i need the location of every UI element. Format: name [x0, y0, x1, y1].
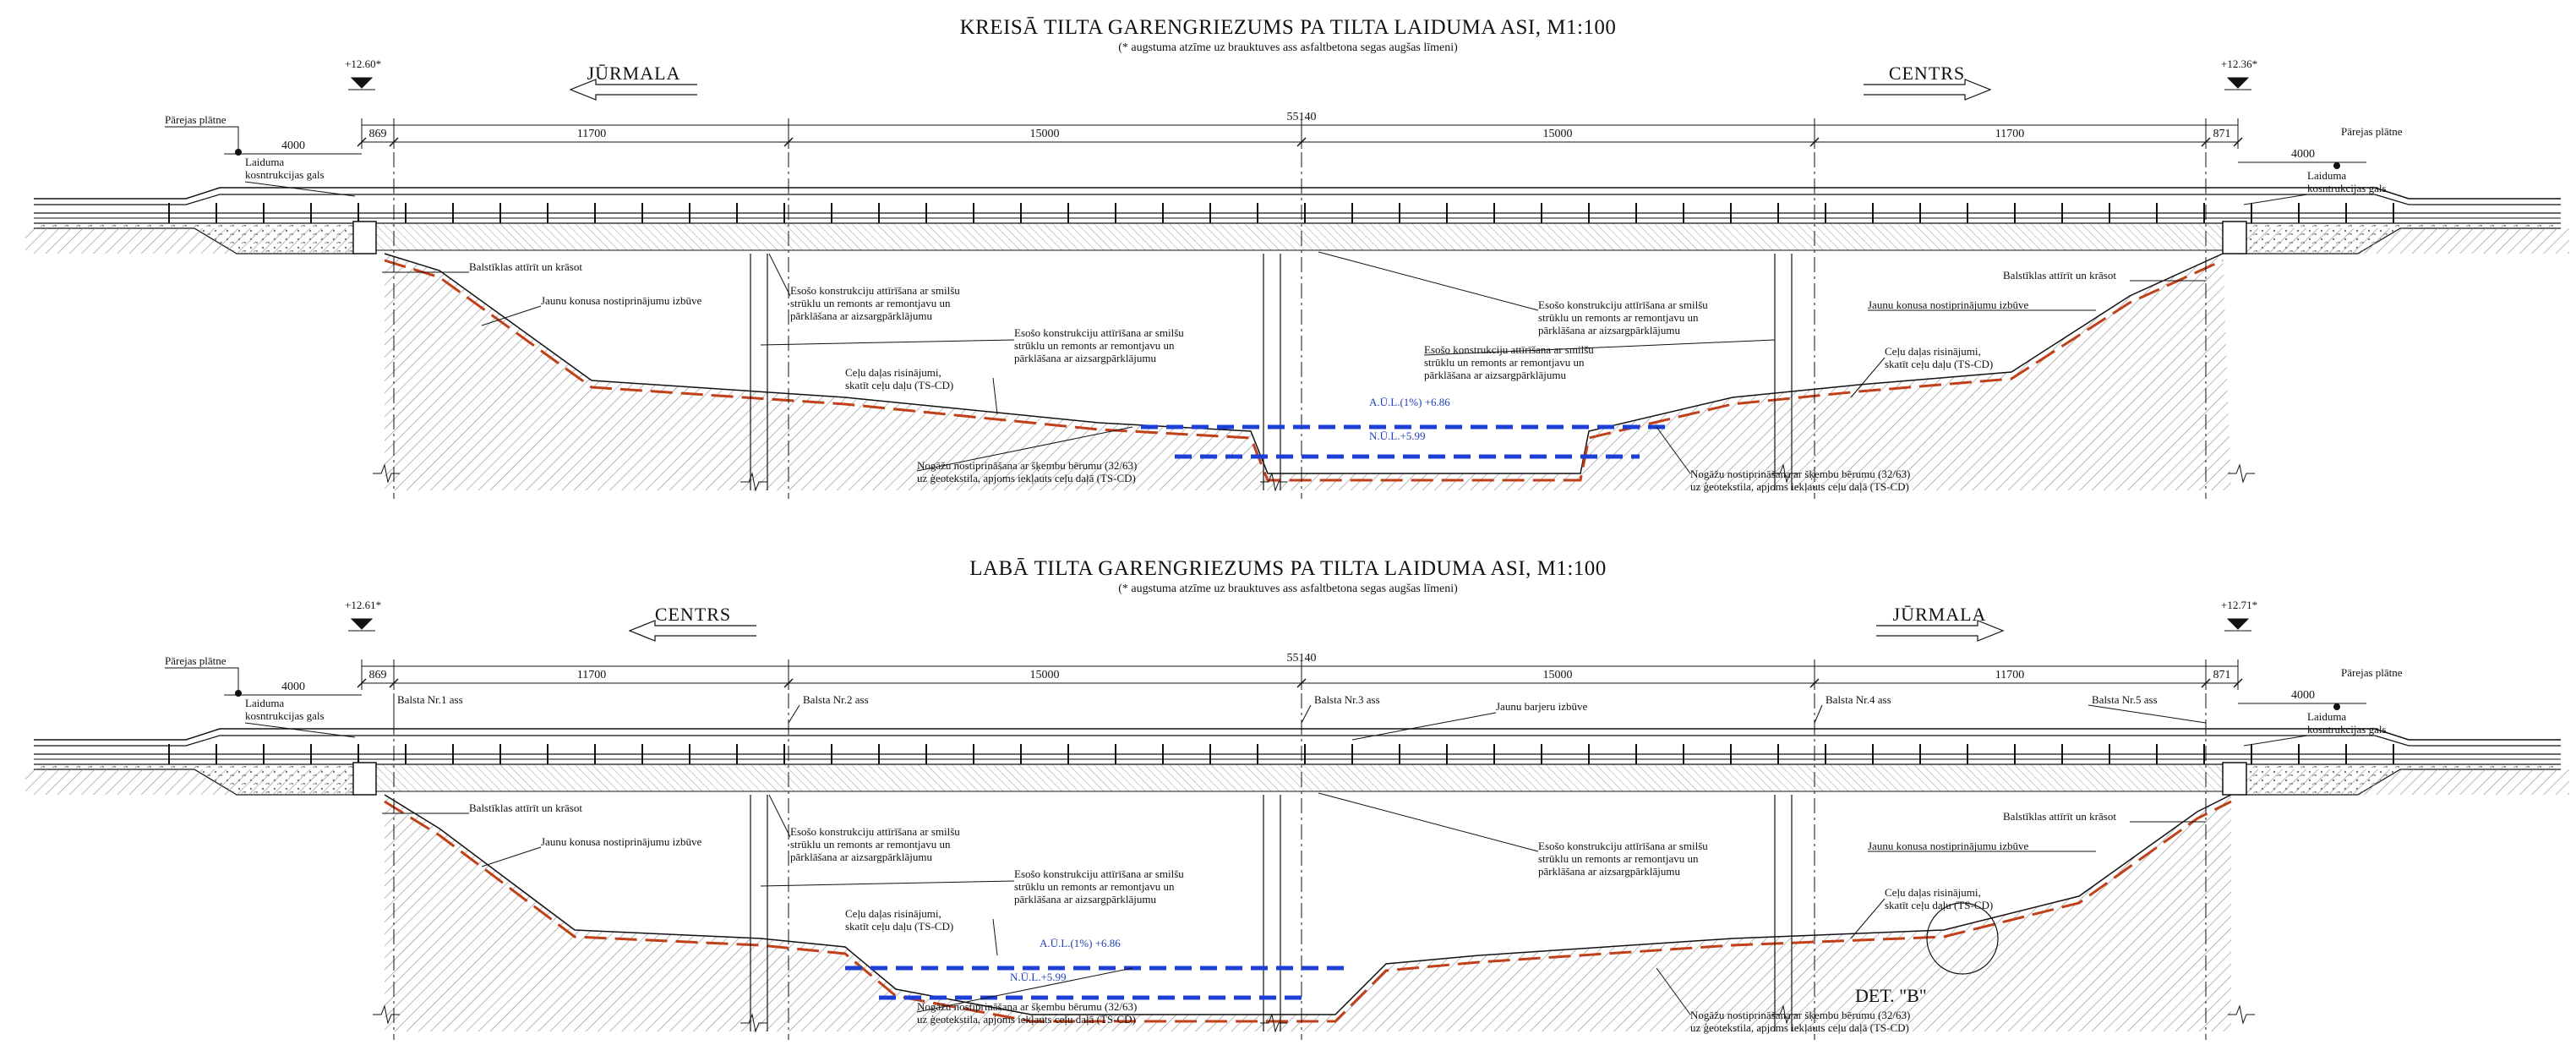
dimension-span: 11700	[576, 128, 607, 140]
note-barrier: Jaunu barjeru izbūve	[1496, 700, 1588, 713]
dimension-approach-left: 4000	[281, 681, 305, 693]
bridge-deck	[34, 729, 2561, 791]
note-ballast-right: Balstīklas attīrīt un krāsot	[2003, 269, 2116, 282]
break-symbol	[2228, 465, 2255, 482]
transition-slab-left: Pārejas plātne	[165, 654, 226, 667]
dimension-approach-left: 4000	[281, 140, 305, 152]
note-slope-left: Nogāžu nostiprināšana ar šķembu bērumu (32/63) uz ģeotekstila, apjoms iekļauts ceļu daļā (TS-CD)	[917, 459, 1138, 484]
dimension-span: 15000	[1542, 669, 1573, 681]
note-cone-right: Jaunu konusa nostiprinājumu izbūve	[1868, 840, 2029, 852]
elevation-left-text: +12.60*	[345, 57, 382, 70]
dimension-span: 871	[2213, 128, 2231, 140]
point-marker	[2333, 162, 2340, 169]
ground-left	[25, 228, 355, 254]
note-existing-1: Esošo konstrukciju attīrīšana ar smilšu strūklu un remonts ar remontjavu un pārklāšana ar aizsargpārklājumu	[790, 825, 960, 863]
point-marker	[235, 690, 242, 697]
span-end-right: Laiduma kosntrukcijas gals	[2307, 710, 2387, 736]
low-water-label: N.Ū.L.+5.99	[1010, 971, 1067, 983]
dimension-approach-right: 4000	[2291, 148, 2315, 161]
span-end-right: Laiduma kosntrukcijas gals	[2307, 169, 2387, 194]
support-axis-label: Balsta Nr.1 ass	[397, 693, 463, 706]
bridge-deck	[34, 188, 2561, 250]
note-existing-1: Esošo konstrukciju attīrīšana ar smilšu strūklu un remonts ar remontjavu un pārklāšana ar aizsargpārklājumu	[790, 284, 960, 322]
note-existing-4: Esošo konstrukciju attīrīšana ar smilšu strūklu un remonts ar remontjavu un pārklāšana ar aizsargpārklājumu	[1424, 343, 1594, 381]
abutment-right	[2223, 763, 2246, 795]
ground-right	[2240, 228, 2569, 254]
section-title: KREISĀ TILTA GARENGRIEZUMS PA TILTA LAIDUMA ASI, M1:100	[959, 16, 1617, 39]
section-subtitle: (* augstuma atzīme uz brauktuves ass asfaltbetona segas augšas līmeni)	[1118, 41, 1458, 54]
support-axis-label: Balsta Nr.3 ass	[1314, 693, 1380, 706]
dimension-total: 55140	[1286, 111, 1317, 123]
high-water-label: A.Ū.L.(1%) +6.86	[1040, 937, 1121, 949]
dimension-span: 15000	[1029, 128, 1060, 140]
abutment-left	[353, 222, 376, 254]
dimension-span: 11700	[1995, 128, 2025, 140]
elevation-left-triangle	[352, 619, 372, 629]
note-ballast-left: Balstīklas attīrīt un krāsot	[469, 260, 582, 273]
note-cone-left: Jaunu konusa nostiprinājumu izbūve	[541, 835, 702, 848]
elevation-right-text: +12.36*	[2221, 57, 2258, 70]
note-ballast-left: Balstīklas attīrīt un krāsot	[469, 802, 582, 814]
low-water-label: N.Ū.L.+5.99	[1369, 429, 1426, 442]
note-road-left: Ceļu daļas risinājumi, skatīt ceļu daļu (TS-CD)	[845, 366, 954, 391]
dimension-span: 869	[368, 669, 387, 681]
ground-right	[2240, 769, 2569, 795]
elevation-right-triangle	[2228, 78, 2248, 88]
elevation-left-text: +12.61*	[345, 599, 382, 611]
note-ballast-right: Balstīklas attīrīt un krāsot	[2003, 810, 2116, 823]
abutment-left	[353, 763, 376, 795]
ground-hatch	[385, 795, 2231, 1031]
direction-left-label: JŪRMALA	[587, 63, 681, 84]
detail-label: DET. "B"	[1855, 985, 1927, 1006]
ground-left	[25, 769, 355, 795]
deck-slab	[363, 223, 2235, 250]
elevation-right-triangle	[2228, 619, 2248, 629]
direction-right-label: CENTRS	[1888, 63, 1966, 84]
span-end-left: Laiduma kosntrukcijas gals	[245, 697, 325, 722]
point-marker	[235, 149, 242, 156]
dimension-total: 55140	[1286, 652, 1317, 665]
high-water-label: A.Ū.L.(1%) +6.86	[1369, 396, 1450, 408]
abutment-right	[2223, 222, 2246, 254]
support-axis-label: Balsta Nr.2 ass	[803, 693, 869, 706]
note-existing-3: Esošo konstrukciju attīrīšana ar smilšu strūklu un remonts ar remontjavu un pārklāšana ar aizsargpārklājumu	[1538, 840, 1708, 878]
note-slope-left: Nogāžu nostiprināšana ar šķembu bērumu (32/63) uz ģeotekstila, apjoms iekļauts ceļu daļā (TS-CD)	[917, 1000, 1138, 1026]
break-symbol	[2228, 1006, 2255, 1023]
direction-left-label: CENTRS	[654, 604, 732, 625]
elevation-left-triangle	[352, 78, 372, 88]
point-marker	[2333, 703, 2340, 710]
direction-right-label: JŪRMALA	[1892, 604, 1987, 625]
dimension-span: 15000	[1542, 128, 1573, 140]
span-end-left: Laiduma kosntrukcijas gals	[245, 156, 325, 181]
note-road-right: Ceļu daļas risinājumi, skatīt ceļu daļu (TS-CD)	[1885, 345, 1994, 370]
note-existing-2: Esošo konstrukciju attīrīšana ar smilšu strūklu un remonts ar remontjavu un pārklāšana ar aizsargpārklājumu	[1014, 867, 1184, 905]
support-axis-label: Balsta Nr.4 ass	[1826, 693, 1891, 706]
note-existing-2: Esošo konstrukciju attīrīšana ar smilšu strūklu un remonts ar remontjavu un pārklāšana ar aizsargpārklājumu	[1014, 326, 1184, 364]
dimension-span: 11700	[576, 669, 607, 681]
dimension-span: 869	[368, 128, 387, 140]
note-cone-right: Jaunu konusa nostiprinājumu izbūve	[1868, 298, 2029, 311]
section-subtitle: (* augstuma atzīme uz brauktuves ass asfaltbetona segas augšas līmeni)	[1118, 583, 1458, 595]
left-bridge-section	[25, 16, 2569, 499]
deck-slab	[363, 764, 2235, 791]
dimension-span: 871	[2213, 669, 2231, 681]
note-slope-right: Nogāžu nostiprināšana ar šķembu bērumu (32/63) uz ģeotekstila, apjoms iekļauts ceļu daļā (TS-CD)	[1690, 1009, 1911, 1034]
note-road-right: Ceļu daļas risinājumi, skatīt ceļu daļu (TS-CD)	[1885, 886, 1994, 911]
transition-slab-right: Pārejas plātne	[2341, 125, 2403, 138]
transition-slab-left: Pārejas plātne	[165, 113, 226, 126]
note-cone-left: Jaunu konusa nostiprinājumu izbūve	[541, 294, 702, 307]
note-slope-right: Nogāžu nostiprināšana ar šķembu bērumu (32/63) uz ģeotekstila, apjoms iekļauts ceļu daļā (TS-CD)	[1690, 468, 1911, 493]
dimension-approach-right: 4000	[2291, 689, 2315, 702]
dimension-span: 15000	[1029, 669, 1060, 681]
note-existing-3: Esošo konstrukciju attīrīšana ar smilšu strūklu un remonts ar remontjavu un pārklāšana ar aizsargpārklājumu	[1538, 298, 1708, 336]
right-bridge-section	[25, 557, 2569, 1040]
transition-slab-right: Pārejas plātne	[2341, 666, 2403, 679]
support-axis-label: Balsta Nr.5 ass	[2092, 693, 2158, 706]
note-road-left: Ceļu daļas risinājumi, skatīt ceļu daļu (TS-CD)	[845, 907, 954, 933]
elevation-right-text: +12.71*	[2221, 599, 2258, 611]
dimension-span: 11700	[1995, 669, 2025, 681]
section-title: LABĀ TILTA GARENGRIEZUMS PA TILTA LAIDUMA ASI, M1:100	[969, 557, 1607, 580]
